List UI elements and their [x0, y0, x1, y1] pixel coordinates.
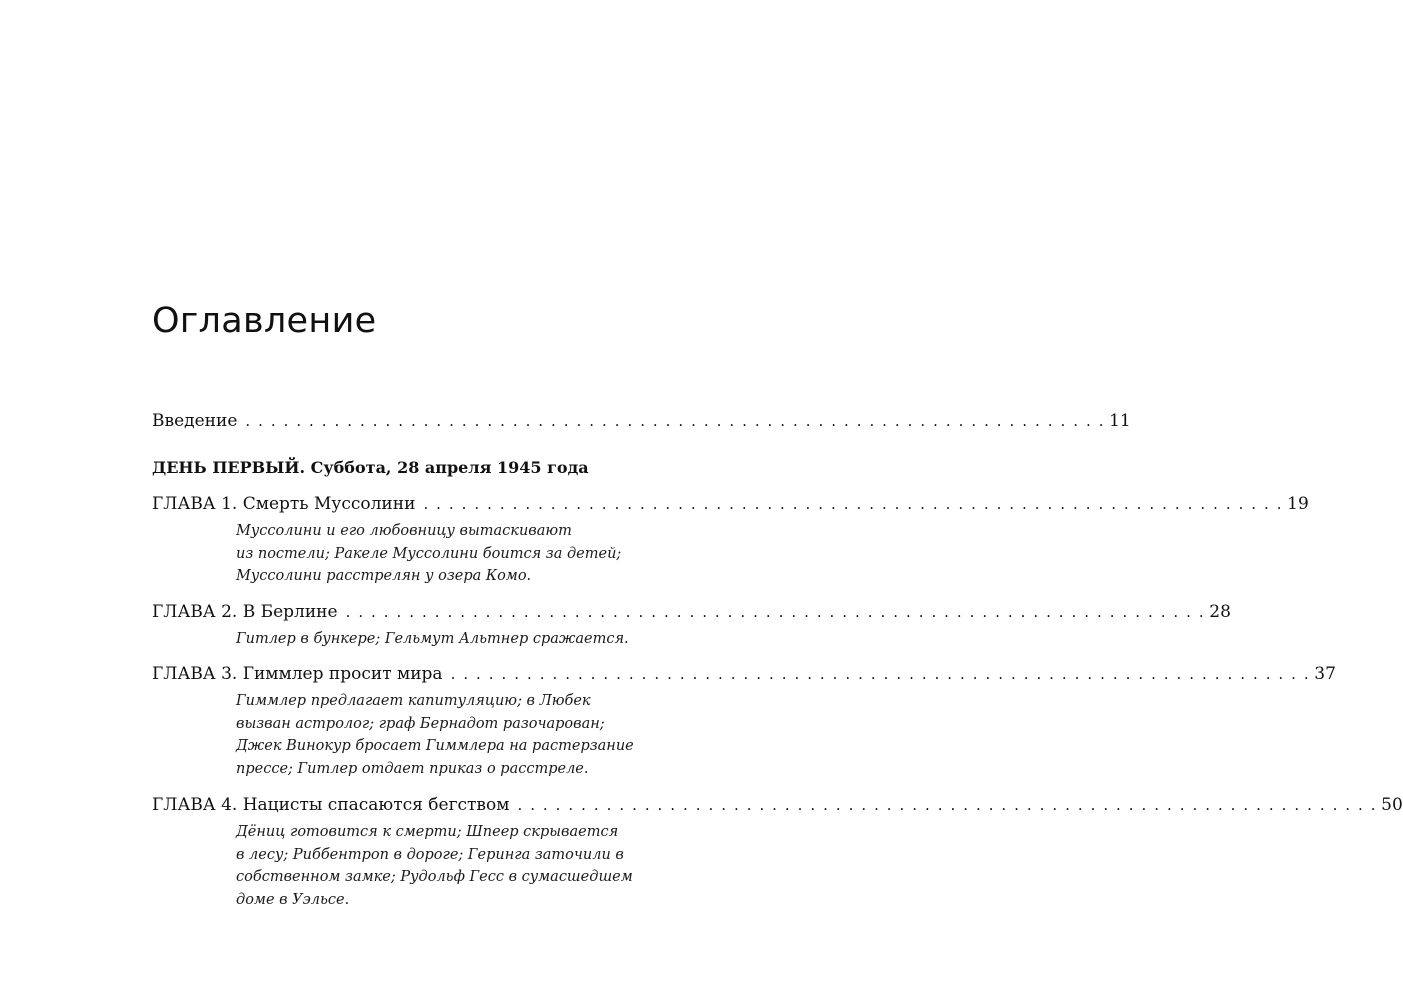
chapter-4-description [236, 821, 633, 911]
description-line: Дёниц готовится к смерти; Шпеер скрывается [236, 824, 619, 840]
chapter-3-description [236, 690, 634, 780]
toc-entry-label: ГЛАВА 4. Нацисты спасаются бегством [152, 795, 510, 815]
dot-leader: . . . . . . . . . . . . . . . . . . . . . . . . . . . . . . . . . . . . . . . . . . . . . . . . . . . . . . . . . . . . . . . . . . . . [423, 495, 1284, 513]
dot-leader: . . . . . . . . . . . . . . . . . . . . . . . . . . . . . . . . . . . . . . . . . . . . . . . . . . . . . . . . . . . . . . . . . . . . [345, 603, 1206, 621]
description-line: Муссолини и его любовницу вытаскивают [236, 523, 572, 539]
chapter-2-description [236, 628, 629, 651]
toc-entry-page: 19 [1287, 494, 1309, 514]
toc-entry-chapter-3 [152, 663, 1336, 685]
description-line: в лесу; Риббентроп в дороге; Геринга заточили в [236, 846, 624, 863]
toc-entry-page: 50 [1381, 795, 1403, 815]
description-line: вызван астролог; граф Бернадот разочарован; [236, 715, 605, 732]
toc-entry-page: 37 [1314, 664, 1336, 684]
page-title: Оглавление [152, 301, 377, 341]
toc-entry-chapter-1 [152, 493, 1309, 515]
toc-entry-page: 11 [1109, 411, 1131, 431]
section-heading: ДЕНЬ ПЕРВЫЙ. Суббота, 28 апреля 1945 года [152, 458, 589, 477]
dot-leader: . . . . . . . . . . . . . . . . . . . . . . . . . . . . . . . . . . . . . . . . . . . . . . . . . . . . . . . . . . . . . . . . . . . . [450, 665, 1311, 683]
toc-entry-label: Введение [152, 411, 238, 431]
description-line: доме в Уэльсе. [236, 891, 350, 908]
dot-leader: . . . . . . . . . . . . . . . . . . . . . . . . . . . . . . . . . . . . . . . . . . . . . . . . . . . . . . . . . . . . . . . . . . . . [245, 412, 1106, 430]
description-line: прессе; Гитлер отдает приказ о расстреле. [236, 760, 589, 777]
description-line: собственном замке; Рудольф Гесс в сумасшедшем [236, 869, 633, 885]
toc-entry-intro [152, 410, 1131, 432]
chapter-1-description [236, 520, 622, 588]
description-line: Гитлер в бункере; Гельмут Альтнер сражается. [236, 631, 629, 647]
description-line: из постели; Ракеле Муссолини боится за детей; [236, 545, 622, 562]
description-line: Гиммлер предлагает капитуляцию; в Любек [236, 693, 591, 709]
toc-entry-chapter-2 [152, 601, 1231, 623]
dot-leader: . . . . . . . . . . . . . . . . . . . . . . . . . . . . . . . . . . . . . . . . . . . . . . . . . . . . . . . . . . . . . . . . . . . . [517, 796, 1378, 814]
description-line: Джек Винокур бросает Гиммлера на растерзание [236, 738, 634, 754]
toc-entry-label: ГЛАВА 2. В Берлине [152, 602, 338, 622]
toc-entry-label: ГЛАВА 1. Смерть Муссолини [152, 494, 416, 514]
toc-entry-chapter-4 [152, 794, 1403, 816]
toc-entry-label: ГЛАВА 3. Гиммлер просит мира [152, 664, 443, 684]
description-line: Муссолини расстрелян у озера Комо. [236, 568, 532, 584]
toc-entry-page: 28 [1209, 602, 1231, 622]
